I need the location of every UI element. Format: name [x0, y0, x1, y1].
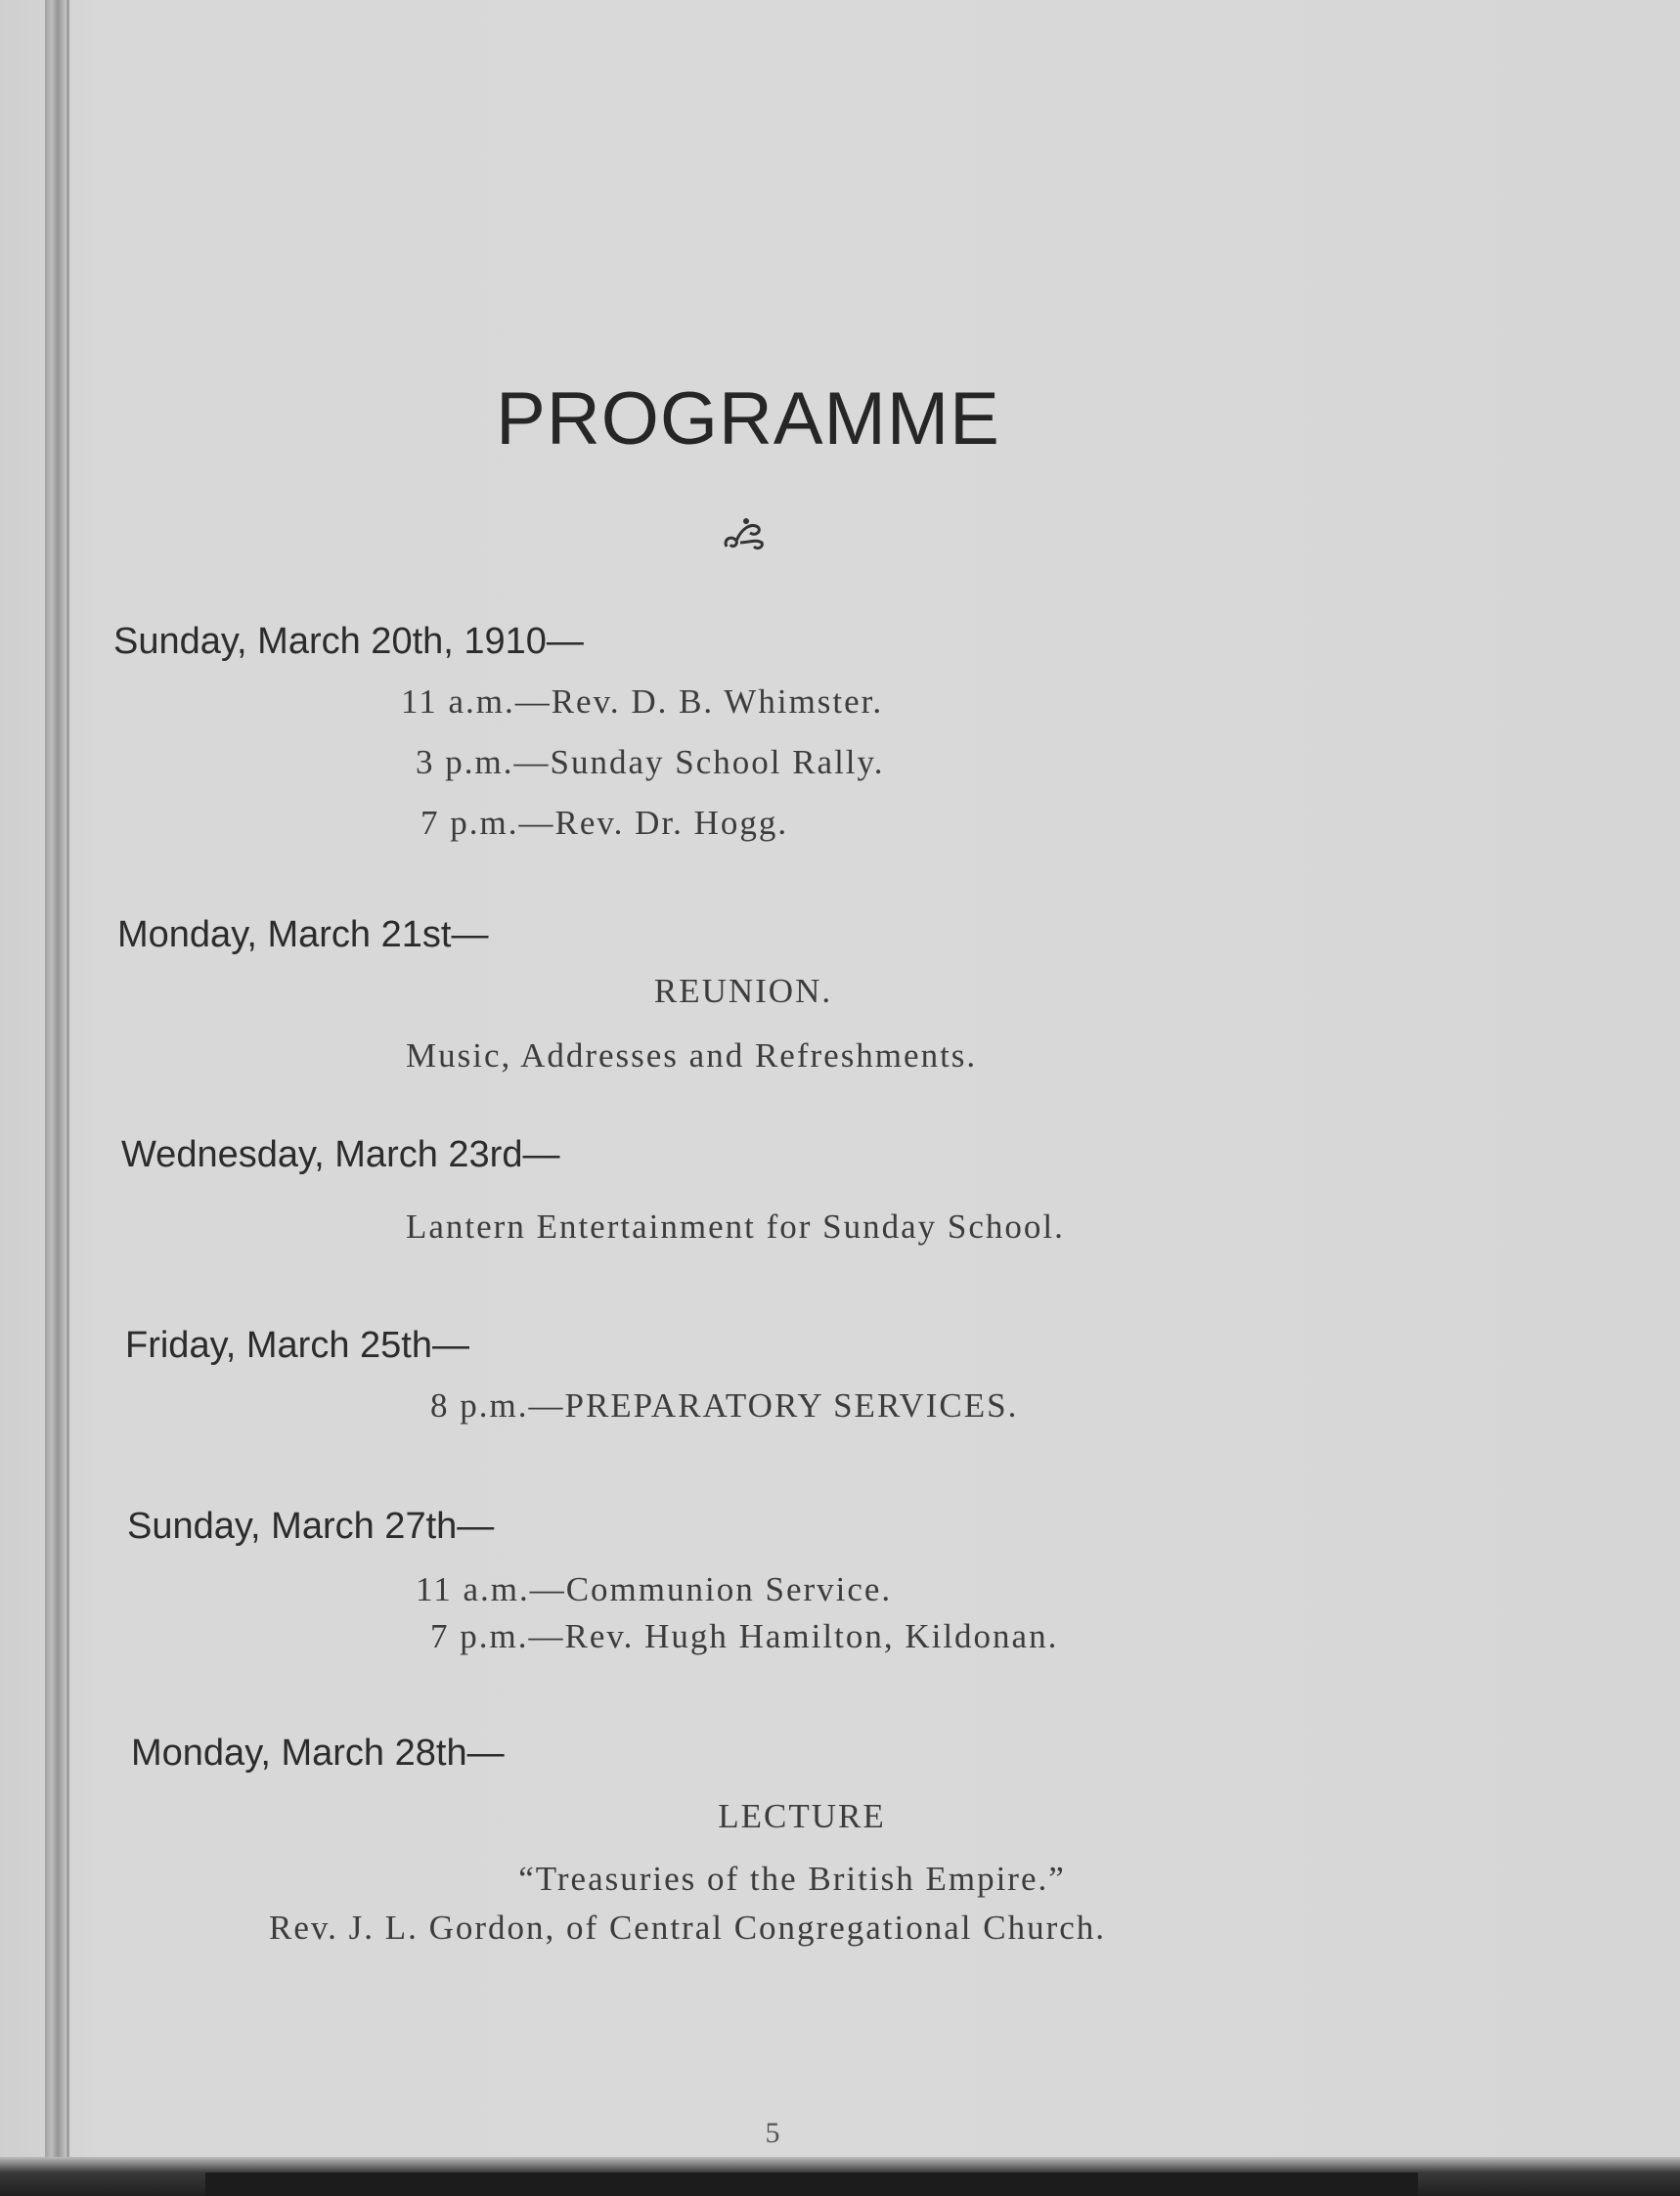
- page-number: 5: [765, 2117, 780, 2149]
- event-line: 8 p.m.—PREPARATORY SERVICES.: [430, 1386, 1019, 1425]
- event-day-heading: Sunday, March 27th—: [127, 1506, 495, 1547]
- event-line: Lantern Entertainment for Sunday School.: [406, 1208, 1065, 1246]
- event-line: LECTURE: [718, 1797, 886, 1835]
- event-line: “Treasuries of the British Empire.”: [518, 1860, 1066, 1898]
- fleuron-ornament-icon: [719, 513, 768, 556]
- event-line: 11 a.m.—Rev. D. B. Whimster.: [401, 682, 884, 721]
- event-line: 7 p.m.—Rev. Hugh Hamilton, Kildonan.: [430, 1617, 1059, 1655]
- book-spine: [45, 0, 66, 2196]
- page-bottom-band: [205, 2173, 1418, 2196]
- page-title: PROGRAMME: [496, 377, 1000, 461]
- event-day-heading: Sunday, March 20th, 1910—: [113, 621, 584, 662]
- event-line: 7 p.m.—Rev. Dr. Hogg.: [420, 804, 789, 842]
- event-day-heading: Friday, March 25th—: [125, 1325, 469, 1366]
- event-line: Rev. J. L. Gordon, of Central Congregational Church.: [269, 1909, 1107, 1947]
- spine-shadow-line: [66, 0, 69, 2196]
- event-line: Music, Addresses and Refreshments.: [406, 1036, 978, 1075]
- event-line: 3 p.m.—Sunday School Rally.: [416, 743, 885, 781]
- event-line: REUNION.: [653, 972, 833, 1010]
- event-day-heading: Wednesday, March 23rd—: [121, 1134, 560, 1175]
- event-day-heading: Monday, March 28th—: [131, 1733, 505, 1774]
- event-day-heading: Monday, March 21st—: [117, 914, 489, 955]
- event-line: 11 a.m.—Communion Service.: [416, 1570, 893, 1608]
